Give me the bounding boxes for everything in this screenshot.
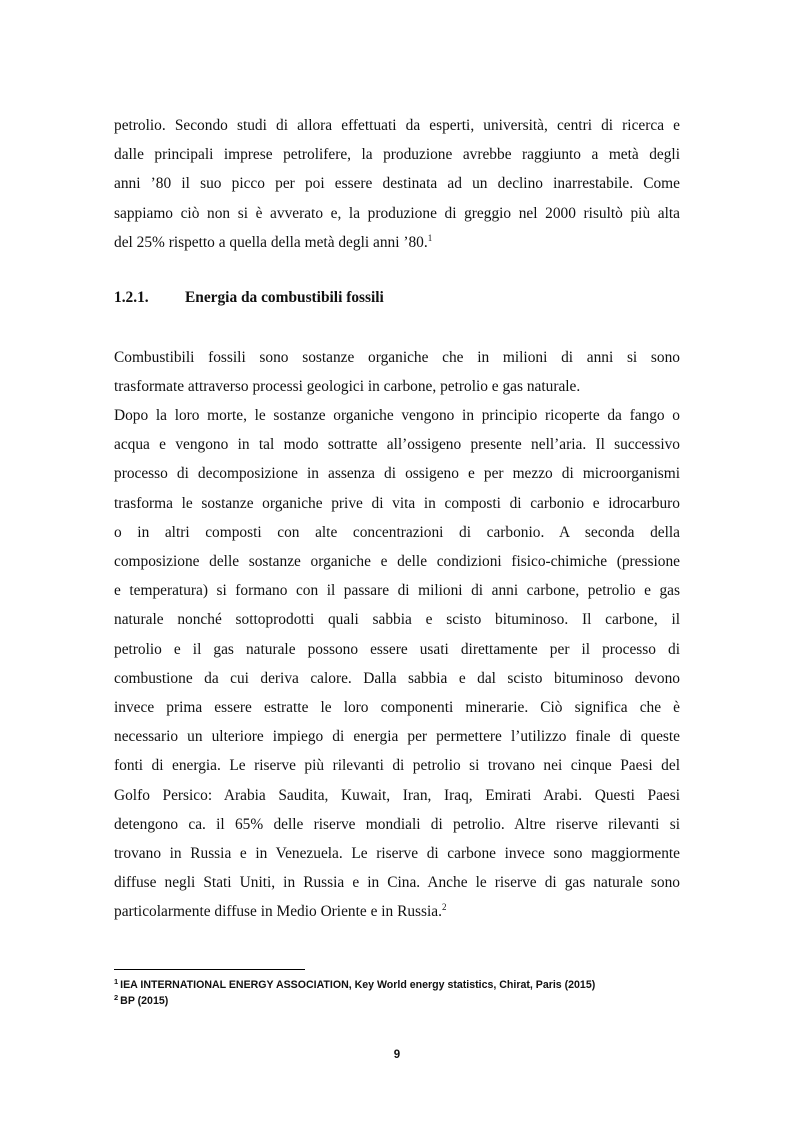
p2-last-line-text: particolarmente diffuse in Medio Oriente e in Russia. (114, 903, 442, 921)
body-paragraph-2 (114, 401, 680, 927)
footnote-2-marker: 2 (114, 993, 119, 1002)
p2-line-15: detengono ca. il 65% delle riserve mondiali di petrolio. Altre riserve rilevanti si (114, 815, 680, 833)
p2-line-13: fonti di energia. Le riserve più rilevanti di petrolio si trovano nei cinque Paesi del (114, 757, 680, 775)
footnote-ref-2[interactable]: 2 (441, 902, 447, 913)
intro-line-4: sappiamo ciò non si è avverato e, la produzione di greggio nel 2000 risultò più alta (114, 204, 680, 222)
footnote-1 (114, 978, 595, 992)
intro-line-1: petrolio. Secondo studi di allora effettuati da esperti, università, centri di ricerca e (114, 117, 680, 134)
intro-paragraph (114, 111, 680, 257)
p2-line-3: processo di decomposizione in assenza di ossigeno e per mezzo di microorganismi (114, 465, 680, 483)
footnote-ref-1[interactable]: 1 (427, 232, 433, 243)
p2-line-16: trovano in Russia e in Venezuela. Le riserve di carbone invece sono maggiormente (114, 845, 680, 863)
intro-line-5 (114, 228, 680, 257)
footnote-1-marker: 1 (114, 977, 119, 986)
body-paragraph-1 (114, 343, 680, 401)
section-number: 1.2.1. (114, 289, 149, 306)
p1-line-1: Combustibili fossili sono sostanze organiche che in milioni di anni si sono (114, 349, 680, 366)
p1-line-2: trasformate attraverso processi geologici in carbone, petrolio e gas naturale. (114, 378, 581, 396)
p2-line-11: invece prima essere estratte le loro componenti minerarie. Ciò significa che è (114, 699, 680, 717)
intro-line-2: dalle principali imprese petrolifere, la produzione avrebbe raggiunto a metà degli (114, 146, 680, 164)
footnote-separator (114, 969, 305, 970)
p2-line-17: diffuse negli Stati Uniti, in Russia e in Cina. Anche le riserve di gas naturale sono (114, 874, 680, 892)
section-title: Energia da combustibili fossili (185, 289, 384, 306)
p2-line-14: Golfo Persico: Arabia Saudita, Kuwait, Iran, Iraq, Emirati Arabi. Questi Paesi (114, 786, 680, 804)
page-number: 9 (393, 1049, 401, 1061)
p2-line-5: o in altri composti con alte concentrazioni di carbonio. A seconda della (114, 523, 680, 541)
p2-line-7: e temperatura) si formano con il passare di milioni di anni carbone, petrolio e gas (114, 582, 680, 600)
p2-line-1: Dopo la loro morte, le sostanze organiche vengono in principio ricoperte da fango o (114, 407, 680, 424)
section-heading (114, 286, 384, 310)
footnote-1-text: IEA INTERNATIONAL ENERGY ASSOCIATION, Key World energy statistics, Chirat, Paris (2015) (120, 979, 596, 991)
intro-last-line-text: del 25% rispetto a quella della metà degli anni ’80. (114, 233, 428, 251)
p2-line-9: petrolio e il gas naturale possono essere usati direttamente per il processo di (114, 640, 680, 658)
p2-line-10: combustione da cui deriva calore. Dalla sabbia e dal scisto bituminoso devono (114, 669, 680, 687)
p2-line-8: naturale nonché sottoprodotti quali sabbia e scisto bituminoso. Il carbone, il (114, 611, 680, 629)
p2-line-2: acqua e vengono in tal modo sottratte all’ossigeno presente nell’aria. Il successivo (114, 436, 680, 454)
p2-line-18 (114, 897, 680, 926)
footnote-2-text: BP (2015) (120, 995, 169, 1007)
p2-line-12: necessario un ulteriore impiego di energia per permettere l’utilizzo finale di queste (114, 728, 680, 746)
p2-line-4: trasforma le sostanze organiche prive di vita in composti di carbonio e idrocarburo (114, 494, 680, 512)
footnote-2 (114, 994, 168, 1008)
intro-line-3: anni ’80 il suo picco per poi essere destinata ad un declino inarrestabile. Come (114, 175, 680, 193)
p2-line-6: composizione delle sostanze organiche e delle condizioni fisico-chimiche (pressione (114, 553, 680, 571)
